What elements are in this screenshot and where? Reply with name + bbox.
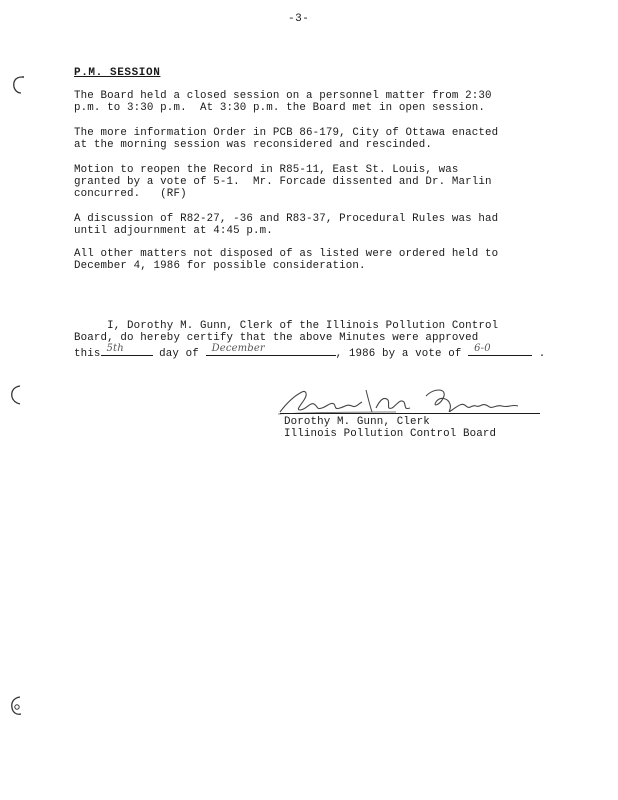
signer-printed-name: Dorothy M. Gunn, Clerk	[284, 416, 430, 428]
paragraph-closed-session: The Board held a closed session on a personnel matter from 2:30 p.m. to 3:30 p.m. At 3:30 p.m. the Board met in open session.	[74, 90, 492, 114]
month-fill-blank	[206, 344, 336, 356]
punch-mark-bottom	[8, 694, 26, 718]
certification-this: this	[74, 348, 101, 360]
signer-title: Illinois Pollution Control Board	[284, 428, 497, 440]
paragraph-procedural-rules: A discussion of R82-27, -36 and R83-37, Procedural Rules was had until adjournment at 4:45 p.m.	[74, 213, 499, 237]
certification-block	[74, 320, 545, 360]
section-heading: P.M. SESSION	[74, 67, 161, 79]
paragraph-reopen-record: Motion to reopen the Record in R85-11, East St. Louis, was granted by a vote of 5-1. Mr. Forcade dissented and Dr. Marlin concurred. (RF)	[74, 164, 492, 200]
signature-line	[280, 413, 540, 414]
handwritten-vote: 6-0	[474, 343, 491, 354]
handwritten-month: December	[211, 343, 265, 354]
certification-line-1: I, Dorothy M. Gunn, Clerk of the Illinois Pollution Control	[74, 320, 499, 332]
signature-block	[284, 416, 496, 440]
punch-mark-top	[10, 74, 26, 96]
certification-day-of: day of	[152, 348, 206, 360]
page-number: -3-	[288, 13, 310, 25]
certification-line-2: Board, do hereby certify that the above Minutes were approved	[74, 332, 479, 344]
certification-end: .	[532, 348, 546, 360]
handwritten-day: 5th	[106, 343, 124, 354]
punch-mark-middle	[8, 384, 24, 406]
vote-fill-blank	[468, 344, 532, 356]
certification-year-vote: , 1986 by a vote of	[335, 348, 469, 360]
paragraph-ottawa-order: The more information Order in PCB 86-179, City of Ottawa enacted at the morning session was reconsidered and rescinded.	[74, 127, 499, 151]
day-fill-blank	[101, 344, 153, 356]
paragraph-other-matters: All other matters not disposed of as listed were ordered held to December 4, 1986 for possible consideration.	[74, 248, 499, 272]
